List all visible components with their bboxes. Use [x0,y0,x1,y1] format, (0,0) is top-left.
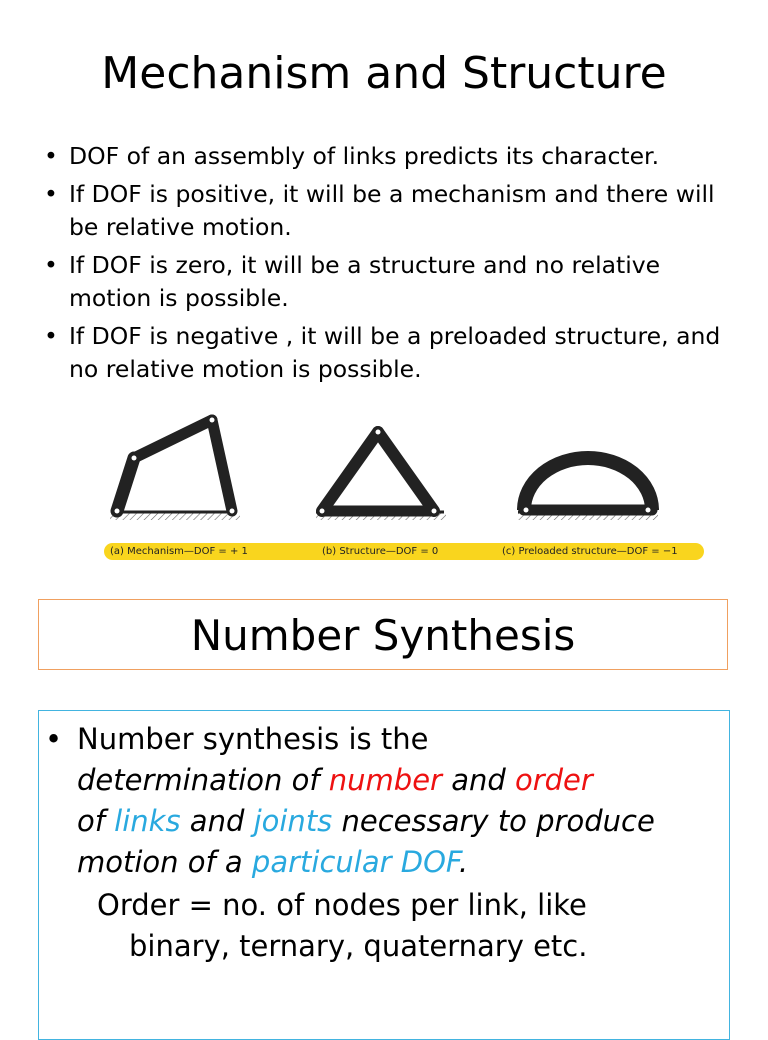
text-run: necessary to produce motion of a [77,804,655,879]
bullet-dot: • [45,722,63,756]
caption-mechanism: (a) Mechanism—DOF = + 1 [110,546,248,557]
highlight-joints: joints [253,804,333,838]
text-run: determination of [77,763,320,797]
caption-preloaded-structure: (c) Preloaded structure—DOF = −1 [502,546,678,557]
bullet-item [45,719,725,883]
number-synthesis-body-box [38,710,730,1040]
number-synthesis-title-box [38,599,728,670]
text-run: . [458,845,469,879]
slide-title: Number Synthesis [190,611,576,660]
text-run: and [451,763,506,797]
bullet-item: • DOF of an assembly of links predicts its character. [44,140,734,173]
mechanism-diagram [110,418,240,521]
highlight-order: order [514,763,593,797]
bullet-text: Number synthesis is the [77,722,429,756]
bullet-list [44,140,734,391]
order-definition [97,885,697,967]
figure-caption-bar [104,543,704,560]
text-run: of [77,804,105,838]
highlight-particular-dof: particular DOF [251,845,459,879]
preloaded-structure-diagram [518,458,658,520]
highlight-links: links [114,804,181,838]
linkage-diagrams [100,408,710,543]
order-line-2: binary, ternary, quaternary etc. [129,929,588,963]
caption-structure: (b) Structure—DOF = 0 [322,546,439,557]
highlight-number: number [328,763,442,797]
bullet-item: • If DOF is negative , it will be a preloaded structure, and no relative motion is possible. [44,320,734,386]
text-run: and [189,804,245,838]
structure-diagram [316,430,446,521]
bullet-item: • If DOF is zero, it will be a structure and no relative motion is possible. [44,249,734,315]
bullet-item: • If DOF is positive, it will be a mechanism and there will be relative motion. [44,178,734,244]
slide-title: Mechanism and Structure [101,48,667,99]
order-line-1: Order = no. of nodes per link, like [97,888,587,922]
